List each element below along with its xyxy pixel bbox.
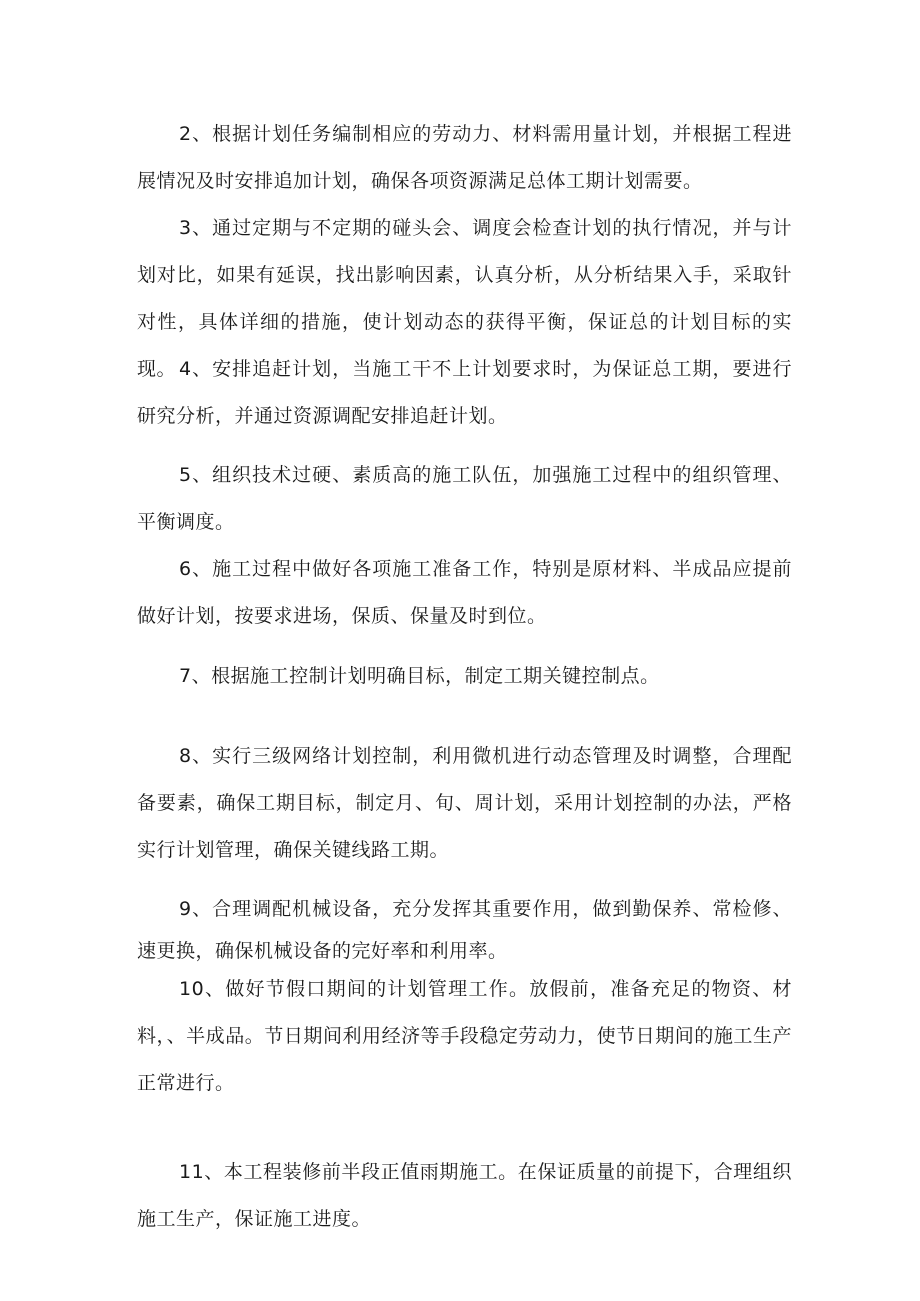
paragraph-item-5: 5、组织技术过硬、素质高的施工队伍，加强施工过程中的组织管理、平衡调度。 xyxy=(137,464,792,533)
paragraph-item-9: 9、合理调配机械设备，充分发挥其重要作用，做到勤保养、常检修、速更换，确保机械设备的完好率和利用率。 xyxy=(137,898,792,962)
paragraph-item-4: 4、安排追赶计划，当施工干不上计划要求时，为保证总工期，要进行研究分析，并通过资源调配安排追赶计划。 xyxy=(137,358,792,427)
paragraph-item-3: 3、通过定期与不定期的碰头会、调度会检查计划的执行情况，并与计划对比，如果有延误，找出影响因素，认真分析，从分析结果入手，采取针对性，具体详细的措施，使计划动态的获得平衡，保证总的计划目标的实现。 xyxy=(137,217,792,380)
paragraph-item-2: 2、根据计划任务编制相应的劳动力、材料需用量计划，并根据工程进展情况及时安排追加计划，确保各项资源满足总体工期计划需要。 xyxy=(137,123,792,192)
paragraph-item-11: 11、本工程装修前半段正值雨期施工。在保证质量的前提下，合理组织施工生产，保证施工进度。 xyxy=(137,1161,792,1230)
paragraph-item-8: 8、实行三级网络计划控制，利用微机进行动态管理及时调整，合理配备要素，确保工期目标，制定月、旬、周计划，采用计划控制的办法，严格实行计划管理，确保关键线路工期。 xyxy=(137,745,792,861)
paragraph-item-6: 6、施工过程中做好各项施工准备工作，特别是原材料、半成品应提前做好计划，按要求进场，保质、保量及时到位。 xyxy=(137,558,792,627)
paragraph-item-7: 7、根据施工控制计划明确目标，制定工期关键控制点。 xyxy=(179,665,660,687)
paragraph-item-10: 10、做好节假口期间的计划管理工作。放假前，准备充足的物资、材料，、半成品。节日期间利用经济等手段稳定劳动力，使节日期间的施工生产正常进行。 xyxy=(137,978,792,1094)
